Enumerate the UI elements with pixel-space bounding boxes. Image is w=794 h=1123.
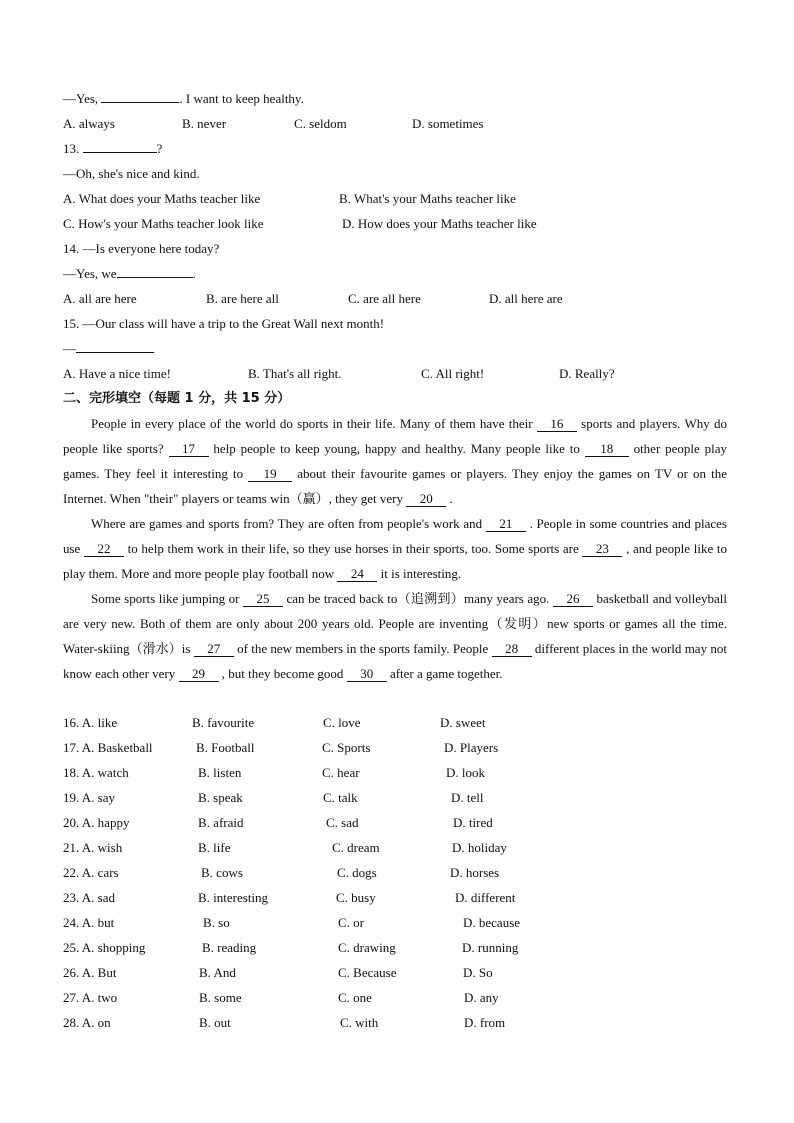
q12-option-d[interactable]: D. sometimes: [412, 116, 484, 131]
q12-blank[interactable]: [101, 102, 179, 103]
q15-blank[interactable]: [76, 352, 154, 353]
blank-19[interactable]: 19: [248, 467, 292, 482]
passage-text: Some sports like jumping or: [91, 591, 243, 606]
q21-option-b[interactable]: B. life: [198, 840, 231, 855]
blank-22[interactable]: 22: [84, 542, 124, 557]
q20-option-a[interactable]: 20. A. happy: [63, 815, 130, 830]
q14-answer-prefix: —Yes, we: [63, 266, 117, 281]
cloze-passage: [63, 411, 727, 686]
q27-option-d[interactable]: D. any: [464, 990, 499, 1005]
passage-text: Where are games and sports from? They are often from people's work and: [91, 516, 486, 531]
q28-option-b[interactable]: B. out: [199, 1015, 231, 1030]
q15-answer-prefix: —: [63, 341, 76, 356]
section-heading: 二、完形填空（每题 1 分，共 15 分）: [63, 391, 291, 406]
blank-18[interactable]: 18: [585, 442, 629, 457]
passage-text: basketball and volleyball are very new. Both of them are only about 200 years old. People are inventing（发明）new sports or games all the time. Water-skiing（滑水）is: [63, 591, 727, 656]
blank-20[interactable]: 20: [406, 492, 446, 507]
q24-option-d[interactable]: D. because: [463, 915, 521, 930]
blank-26[interactable]: 26: [553, 592, 593, 607]
blank-25[interactable]: 25: [243, 592, 283, 607]
q19-option-b[interactable]: B. speak: [198, 790, 243, 805]
passage-text: of the new members in the sports family. People: [233, 641, 492, 656]
passage-text: about their favourite games or players. They enjoy the games on TV or on the Internet. When "their" players or teams win（赢）, they get very: [63, 466, 727, 506]
passage-text: other people play games. They feel it interesting to: [63, 441, 727, 481]
q27-option-b[interactable]: B. some: [199, 990, 242, 1005]
q15-option-a[interactable]: A. Have a nice time!: [63, 366, 171, 381]
q22-option-b[interactable]: B. cows: [201, 865, 243, 880]
passage-text: , and people like to play them. More and more people play football now: [63, 541, 727, 581]
passage-paragraph-2: [63, 511, 727, 586]
q26-option-a[interactable]: 26. A. But: [63, 965, 117, 980]
passage-text: .: [446, 491, 453, 506]
q15-option-b[interactable]: B. That's all right.: [248, 366, 342, 381]
q12-option-c[interactable]: C. seldom: [294, 116, 347, 131]
q14-prompt: 14. —Is everyone here today?: [63, 241, 220, 256]
q12-option-a[interactable]: A. always: [63, 116, 115, 131]
q25-option-b[interactable]: B. reading: [202, 940, 257, 955]
q28-option-a[interactable]: 28. A. on: [63, 1015, 111, 1030]
passage-text: People in every place of the world do sports in their life. Many of them have their: [91, 416, 537, 431]
q26-option-b[interactable]: B. And: [199, 965, 236, 980]
blank-28[interactable]: 28: [492, 642, 532, 657]
passage-text: sports and players. Why do people like sports?: [63, 416, 728, 456]
q19-option-d[interactable]: D. tell: [451, 790, 484, 805]
q12-option-b[interactable]: B. never: [182, 116, 227, 131]
q17-option-b[interactable]: B. Football: [196, 740, 255, 755]
q16-option-b[interactable]: B. favourite: [192, 715, 255, 730]
q13-option-d[interactable]: D. How does your Maths teacher like: [342, 216, 537, 231]
q17-option-a[interactable]: 17. A. Basketball: [63, 740, 153, 755]
q19-option-c[interactable]: C. talk: [323, 790, 358, 805]
q21-option-d[interactable]: D. holiday: [452, 840, 507, 855]
q14-option-a[interactable]: A. all are here: [63, 291, 137, 306]
blank-23[interactable]: 23: [582, 542, 622, 557]
passage-paragraph-1: [63, 411, 727, 511]
q14-option-c[interactable]: C. are all here: [348, 291, 421, 306]
passage-text: to help them work in their life, so they use horses in their sports, too. Some sports are: [124, 541, 583, 556]
passage-text: different places in the world may not know each other very: [63, 641, 727, 681]
q20-option-d[interactable]: D. tired: [453, 815, 493, 830]
q16-option-c[interactable]: C. love: [323, 715, 361, 730]
blank-29[interactable]: 29: [179, 667, 219, 682]
blank-27[interactable]: 27: [194, 642, 234, 657]
q22-option-d[interactable]: D. horses: [450, 865, 500, 880]
q21-option-a[interactable]: 21. A. wish: [63, 840, 123, 855]
q22-option-a[interactable]: 22. A. cars: [63, 865, 119, 880]
passage-text: help people to keep young, happy and healthy. Many people like to: [208, 441, 585, 456]
blank-24[interactable]: 24: [337, 567, 377, 582]
q18-option-a[interactable]: 18. A. watch: [63, 765, 129, 780]
q19-option-a[interactable]: 19. A. say: [63, 790, 115, 805]
q23-option-a[interactable]: 23. A. sad: [63, 890, 115, 905]
q26-option-d[interactable]: D. So: [463, 965, 493, 980]
q15-option-c[interactable]: C. All right!: [421, 366, 485, 381]
q21-option-c[interactable]: C. dream: [332, 840, 380, 855]
blank-30[interactable]: 30: [347, 667, 387, 682]
passage-paragraph-3: [63, 586, 727, 686]
q24-option-c[interactable]: C. or: [338, 915, 364, 930]
q17-option-d[interactable]: D. Players: [444, 740, 499, 755]
q25-option-a[interactable]: 25. A. shopping: [63, 940, 146, 955]
q13-option-a[interactable]: A. What does your Maths teacher like: [63, 191, 261, 206]
q23-option-d[interactable]: D. different: [455, 890, 516, 905]
q12-answer-suffix: . I want to keep healthy.: [179, 91, 304, 106]
passage-text: after a game together.: [386, 666, 503, 681]
blank-17[interactable]: 17: [169, 442, 209, 457]
q20-option-c[interactable]: C. sad: [326, 815, 359, 830]
passage-text: it is interesting.: [377, 566, 462, 581]
q24-option-a[interactable]: 24. A. but: [63, 915, 115, 930]
q23-option-b[interactable]: B. interesting: [198, 890, 269, 905]
passage-text: can be traced back to（追溯到）many years ago.: [282, 591, 553, 606]
q14-option-d[interactable]: D. all here are: [489, 291, 563, 306]
q16-option-d[interactable]: D. sweet: [440, 715, 486, 730]
q13-option-b[interactable]: B. What's your Maths teacher like: [339, 191, 516, 206]
q18-option-c[interactable]: C. hear: [322, 765, 360, 780]
q22-option-c[interactable]: C. dogs: [337, 865, 377, 880]
q23-option-c[interactable]: C. busy: [336, 890, 376, 905]
passage-text: , but they become good: [218, 666, 347, 681]
q13-prompt-suffix: ?: [156, 141, 163, 156]
blank-16[interactable]: 16: [537, 417, 577, 432]
q25-option-c[interactable]: C. drawing: [338, 940, 396, 955]
q26-option-c[interactable]: C. Because: [338, 965, 397, 980]
q15-prompt: 15. —Our class will have a trip to the Great Wall next month!: [63, 316, 385, 331]
q14-blank[interactable]: [117, 277, 193, 278]
q13-prompt-line: [63, 141, 162, 157]
q14-answer-line: [63, 266, 196, 282]
q13-option-c[interactable]: C. How's your Maths teacher look like: [63, 216, 264, 231]
q15-answer-line: [63, 341, 154, 357]
q25-option-d[interactable]: D. running: [462, 940, 519, 955]
q16-option-a[interactable]: 16. A. like: [63, 715, 118, 730]
q28-option-d[interactable]: D. from: [464, 1015, 506, 1030]
q13-blank[interactable]: [83, 152, 157, 153]
q14-option-b[interactable]: B. are here all: [206, 291, 279, 306]
q18-option-b[interactable]: B. listen: [198, 765, 242, 780]
q27-option-c[interactable]: C. one: [338, 990, 372, 1005]
q17-option-c[interactable]: C. Sports: [322, 740, 371, 755]
q20-option-b[interactable]: B. afraid: [198, 815, 244, 830]
q13-answer: —Oh, she's nice and kind.: [63, 166, 200, 181]
q27-option-a[interactable]: 27. A. two: [63, 990, 118, 1005]
q13-number: 13.: [63, 141, 83, 156]
q28-option-c[interactable]: C. with: [340, 1015, 379, 1030]
q15-option-d[interactable]: D. Really?: [559, 366, 615, 381]
q18-option-d[interactable]: D. look: [446, 765, 485, 780]
q12-answer-line: [63, 91, 304, 107]
q24-option-b[interactable]: B. so: [203, 915, 230, 930]
q12-answer-prefix: —Yes,: [63, 91, 102, 106]
blank-21[interactable]: 21: [486, 517, 526, 532]
passage-text: . People in some countries and places use: [63, 516, 727, 556]
q14-answer-suffix: .: [192, 266, 196, 281]
